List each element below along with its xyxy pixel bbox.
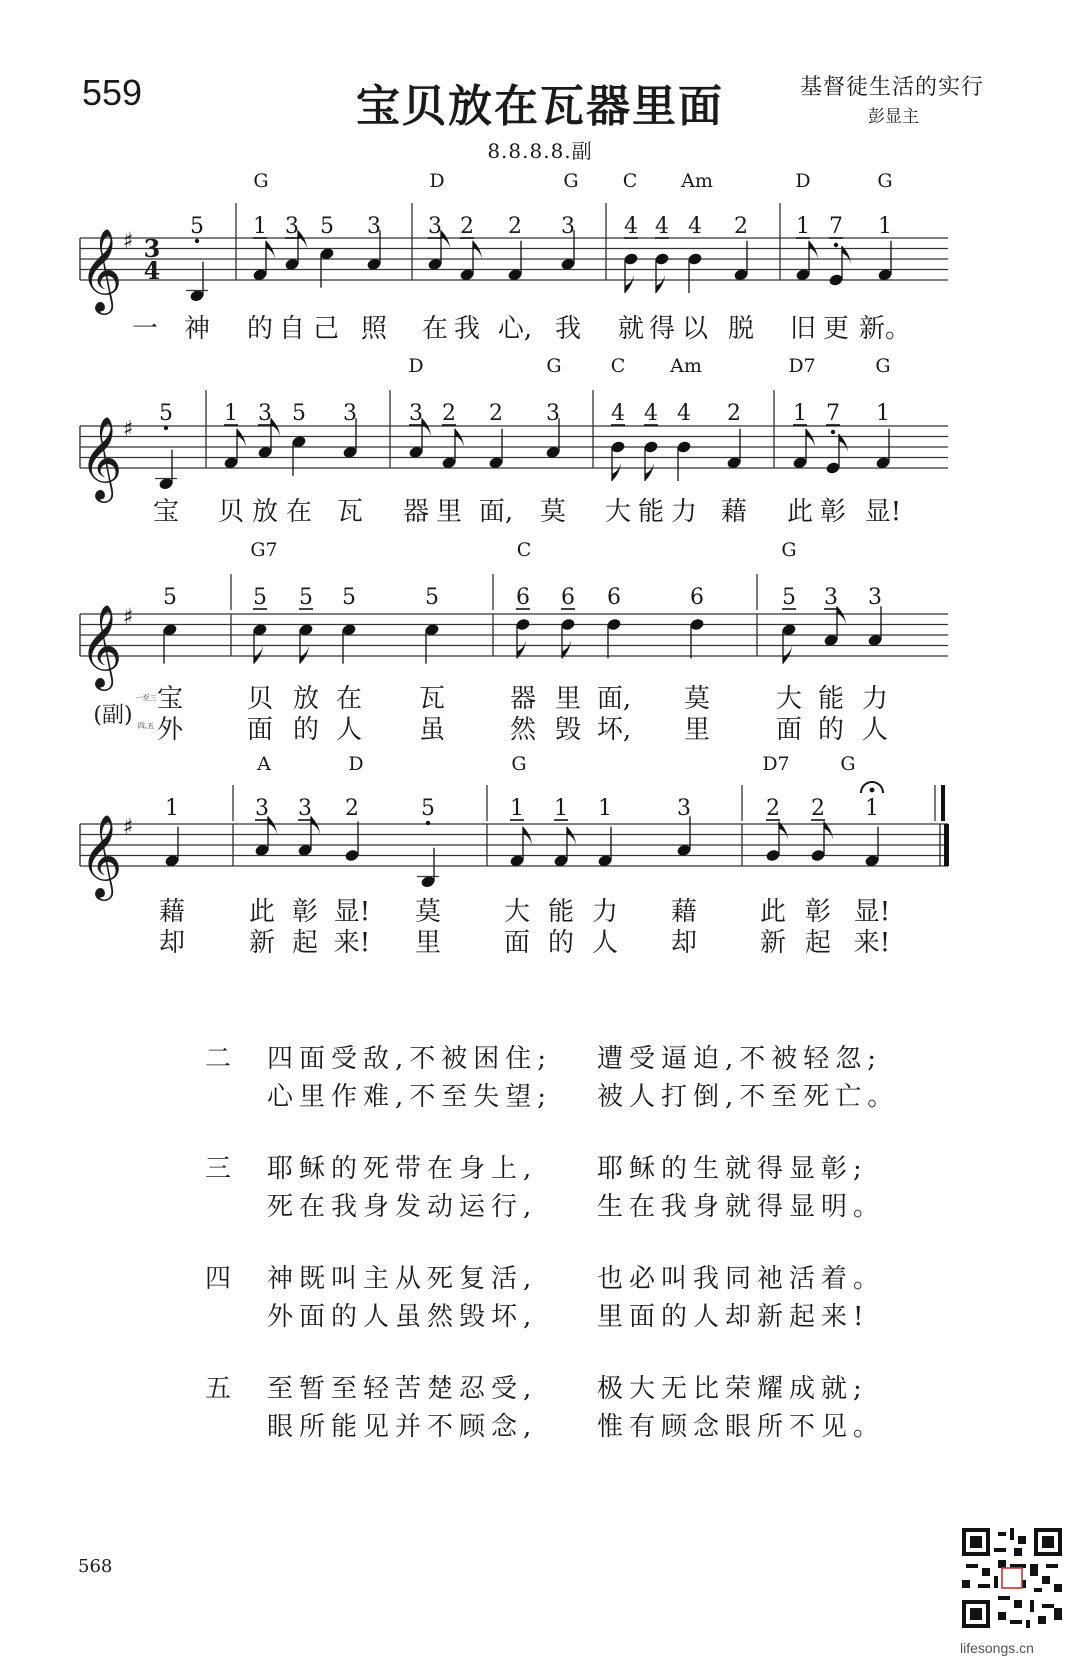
jianpu-number: 2	[442, 401, 456, 426]
treble-clef-icon: 𝄞	[79, 813, 123, 897]
note-flag	[298, 230, 307, 248]
lyric-syllable-second-line: 的	[292, 715, 320, 745]
jianpu-number: 3	[824, 585, 838, 610]
treble-clef-icon: 𝄞	[79, 415, 123, 499]
verse-half-line: 被人打倒,不至死亡。	[597, 1082, 900, 1112]
chord-symbol: G7	[250, 539, 278, 561]
site-label: lifesongs.cn	[960, 1640, 1034, 1656]
chord-symbol: D7	[762, 753, 790, 775]
lyric-syllable: 贝	[246, 684, 274, 714]
music-system	[80, 539, 948, 745]
jianpu-number: 5	[292, 401, 306, 426]
verse-half-line: 四面受敌,不被困住;	[267, 1044, 553, 1074]
lyric-syllable-second-line: 起	[291, 928, 319, 958]
chord-symbol: G	[511, 753, 527, 775]
verse-line	[205, 1150, 927, 1188]
lyric-syllable: 莫	[539, 497, 567, 527]
lyric-syllable: 我	[453, 314, 481, 344]
jianpu-octave-dot	[426, 821, 430, 825]
verse-half-line: 眼所能见并不顾念,	[267, 1412, 538, 1442]
lyric-syllable: 显!	[333, 897, 371, 927]
lyric-syllable: 莫	[683, 684, 711, 714]
verse-half-line: 里面的人却新起来!	[597, 1302, 870, 1332]
verse-line	[205, 1408, 927, 1446]
jianpu-number: 1	[598, 796, 612, 821]
verse-half-line: 至暂至轻苦楚忍受,	[267, 1374, 538, 1404]
lyric-syllable: 里	[435, 497, 463, 527]
lyric-syllable: 力	[670, 497, 698, 527]
verse-line	[205, 1078, 927, 1116]
chord-symbol: Am	[681, 170, 713, 192]
verse-stanza	[205, 1040, 927, 1116]
lyric-syllable: 旧	[789, 314, 817, 344]
verse-line	[205, 1370, 927, 1408]
jianpu-number: 6	[607, 585, 621, 610]
jianpu-number: 6	[690, 585, 704, 610]
verse-number: 二	[205, 1044, 238, 1074]
lyric-syllable: 以	[681, 314, 709, 344]
lyric-syllable: 瓦	[336, 497, 364, 527]
jianpu-number: 3	[298, 796, 312, 821]
jianpu-number: 5	[253, 585, 267, 610]
jianpu-number: 3	[258, 401, 272, 426]
verse-mark: 一至三	[135, 694, 157, 702]
verse-stanza	[205, 1260, 927, 1336]
lyric-syllable-second-line: 却	[158, 928, 186, 958]
jianpu-number: 1	[224, 401, 238, 426]
chord-symbol: G	[546, 355, 562, 377]
note-flag	[567, 827, 576, 845]
verse-half-line: 外面的人虽然毁坏,	[267, 1302, 538, 1332]
jianpu-number: 3	[677, 796, 691, 821]
lyric-syllable: 大	[775, 684, 803, 714]
lyric-syllable-second-line: 人	[335, 715, 363, 745]
lyric-syllable: 显!	[853, 897, 891, 927]
jianpu-number: 2	[734, 214, 748, 239]
jianpu-number: 2	[345, 796, 359, 821]
lyric-syllable-second-line: 毁	[554, 715, 582, 745]
chord-symbol: D	[408, 355, 424, 377]
jianpu-number: 4	[677, 401, 691, 426]
note-flag	[237, 429, 246, 447]
time-signature-top: 3	[143, 234, 161, 263]
chord-symbol: D	[795, 170, 811, 192]
jianpu-number: 3	[367, 214, 381, 239]
fermata-dot	[870, 788, 875, 793]
lyric-syllable-second-line: 新	[759, 928, 787, 958]
note-flag	[441, 230, 450, 248]
verse-number: 五	[205, 1374, 238, 1404]
note-flag	[806, 429, 815, 447]
jianpu-number: 3	[343, 401, 357, 426]
lyric-syllable: 就	[617, 314, 645, 344]
lyric-syllable: 瓦	[418, 684, 446, 714]
hymn-number: 559	[82, 72, 143, 113]
jianpu-octave-dot	[831, 430, 835, 434]
lyric-syllable: 能	[637, 497, 665, 527]
lyric-syllable-second-line: 却	[670, 928, 698, 958]
lyric-syllable-second-line: 外	[156, 715, 184, 745]
jianpu-number: 4	[688, 214, 702, 239]
lyric-syllable-second-line: 坏,	[596, 715, 632, 745]
jianpu-number: 1	[865, 796, 879, 821]
note-flag	[311, 816, 320, 834]
lyric-syllable: 器	[509, 684, 537, 714]
lyric-syllable-second-line: 起	[804, 928, 832, 958]
chord-symbol: C	[622, 170, 638, 192]
lyric-syllable: 宝	[152, 497, 180, 527]
sharp-icon: ♯	[122, 229, 134, 254]
lyric-syllable-second-line: 的	[547, 928, 575, 958]
chord-symbol: G	[840, 753, 856, 775]
jianpu-number: 2	[489, 401, 503, 426]
jianpu-number: 3	[409, 401, 423, 426]
jianpu-number: 6	[561, 585, 575, 610]
verse-stanza	[205, 1150, 927, 1226]
lyric-syllable: 此	[786, 497, 814, 527]
note-flag	[656, 275, 665, 293]
jianpu-number: 2	[727, 401, 741, 426]
lyric-syllable-second-line: 人	[861, 715, 889, 745]
verse-line	[205, 1260, 927, 1298]
chord-symbol: D	[348, 753, 364, 775]
chord-symbol: G	[563, 170, 579, 192]
verse-line	[205, 1188, 927, 1226]
jianpu-number: 1	[554, 796, 568, 821]
verse-mark: 四,五	[137, 722, 155, 730]
note-flag	[300, 646, 309, 664]
treble-clef-icon: 𝄞	[79, 603, 123, 687]
note-flag	[837, 606, 846, 624]
lyric-syllable: 大	[503, 897, 531, 927]
note-flag	[645, 463, 654, 481]
jianpu-number: 6	[516, 585, 530, 610]
jianpu-number: 5	[421, 796, 435, 821]
lyric-syllable: 此	[759, 897, 787, 927]
jianpu-octave-dot	[834, 243, 838, 247]
lyric-syllable-second-line: 来!	[853, 928, 891, 958]
lyric-syllable: 照	[360, 314, 388, 344]
treble-clef-icon: 𝄞	[79, 227, 123, 311]
jianpu-octave-dot	[195, 239, 199, 243]
jianpu-number: 5	[190, 214, 204, 239]
lyric-syllable: 里	[554, 684, 582, 714]
jianpu-number: 5	[425, 585, 439, 610]
jianpu-number: 1	[878, 214, 892, 239]
jianpu-number: 2	[766, 796, 780, 821]
jianpu-number: 3	[255, 796, 269, 821]
lyric-syllable-second-line: 虽	[418, 715, 446, 745]
lyric-syllable-second-line: 的	[817, 715, 845, 745]
verse-half-line: 心里作难,不至失望;	[267, 1082, 553, 1112]
jianpu-number: 1	[253, 214, 267, 239]
lyric-syllable: 宝	[156, 684, 184, 714]
time-signature-bottom: 4	[143, 256, 161, 285]
verse-stanza	[205, 1370, 927, 1446]
verse-number: 三	[205, 1154, 238, 1184]
verse-line	[205, 1298, 927, 1336]
lyric-syllable: 贝	[217, 497, 245, 527]
chord-symbol: Am	[670, 355, 702, 377]
jianpu-number: 5	[159, 401, 173, 426]
chord-symbol: A	[257, 753, 271, 775]
lyric-syllable-second-line: 面	[775, 715, 803, 745]
note-flag	[612, 463, 621, 481]
chord-symbol: C	[610, 355, 626, 377]
jianpu-number: 1	[876, 401, 890, 426]
chord-symbol: G	[253, 170, 269, 192]
jianpu-number: 1	[510, 796, 524, 821]
jianpu-octave-dot	[164, 426, 168, 430]
lyric-syllable: 在	[421, 314, 449, 344]
jianpu-number: 5	[782, 585, 796, 610]
note-flag	[625, 275, 634, 293]
verse-half-line: 耶稣的生就得显彰;	[597, 1154, 868, 1184]
music-system	[80, 355, 948, 527]
sharp-icon: ♯	[122, 815, 134, 840]
lyric-syllable: 彰	[819, 497, 847, 527]
refrain-label: (副)	[93, 703, 133, 728]
lyric-syllable: 此	[248, 897, 276, 927]
lyric-syllable-second-line: 然	[509, 715, 537, 745]
lyric-syllable: 一	[131, 314, 159, 344]
jianpu-number: 1	[796, 214, 810, 239]
final-barline-thick	[944, 824, 949, 866]
verse-half-line: 极大无比荣耀成就;	[597, 1374, 868, 1404]
lyric-syllable: 面,	[478, 497, 514, 527]
hymn-meter: 8.8.8.8.副	[487, 139, 593, 163]
lyric-syllable: 彰	[291, 897, 319, 927]
jianpu-number: 5	[299, 585, 313, 610]
lyric-syllable: 器	[402, 497, 430, 527]
chord-symbol: G	[877, 170, 893, 192]
qr-code-icon	[962, 1528, 1062, 1628]
note-flag	[266, 241, 275, 259]
lyric-syllable: 新。	[858, 314, 912, 344]
jianpu-number: 7	[826, 401, 840, 426]
note-flag	[473, 241, 482, 259]
chord-symbol: D7	[788, 355, 816, 377]
verse-half-line: 死在我身发动运行,	[267, 1192, 538, 1222]
lyric-syllable: 显!	[864, 497, 902, 527]
lyric-syllable: 自	[278, 314, 306, 344]
lyric-syllable: 我	[554, 314, 582, 344]
jianpu-number: 2	[460, 214, 474, 239]
jianpu-number: 2	[508, 214, 522, 239]
jianpu-number: 3	[546, 401, 560, 426]
lyric-syllable-second-line: 新	[248, 928, 276, 958]
jianpu-number: 7	[829, 214, 843, 239]
note-flag	[422, 418, 431, 436]
verse-half-line: 神既叫主从死复活,	[267, 1264, 538, 1294]
hymn-title: 宝贝放在瓦器里面	[356, 81, 724, 132]
lyric-syllable: 放	[251, 497, 279, 527]
lyric-syllable: 放	[292, 684, 320, 714]
note-flag	[523, 827, 532, 845]
verse-half-line: 惟有顾念眼所不见。	[597, 1412, 886, 1442]
lyric-syllable: 彰	[804, 897, 832, 927]
lyric-syllable: 能	[547, 897, 575, 927]
jianpu-number: 5	[163, 585, 177, 610]
jianpu-number: 3	[561, 214, 575, 239]
lyric-syllable: 在	[335, 684, 363, 714]
jianpu-number: 4	[655, 214, 669, 239]
lyric-syllable: 的	[246, 314, 274, 344]
numbered-final-barline	[941, 785, 945, 821]
lyric-syllable-second-line: 里	[683, 715, 711, 745]
note-flag	[809, 241, 818, 259]
lyric-syllable: 力	[591, 897, 619, 927]
jianpu-number: 3	[868, 585, 882, 610]
lyric-syllable: 莫	[414, 897, 442, 927]
note-flag	[271, 418, 280, 436]
lyric-syllable-second-line: 面	[503, 928, 531, 958]
lyric-syllable: 心,	[497, 314, 533, 344]
lyric-syllable: 力	[861, 684, 889, 714]
music-system	[80, 753, 949, 958]
jianpu-number: 4	[644, 401, 658, 426]
lyric-syllable: 藉	[158, 897, 186, 927]
chord-symbol: G	[875, 355, 891, 377]
lyric-syllable-second-line: 人	[591, 928, 619, 958]
lyric-syllable-second-line: 里	[414, 928, 442, 958]
lyric-syllable: 脱	[727, 314, 755, 344]
lyric-syllable: 得	[648, 314, 676, 344]
jianpu-number: 3	[285, 214, 299, 239]
chord-symbol: C	[516, 539, 532, 561]
lyric-syllable: 己	[312, 314, 340, 344]
jianpu-number: 5	[342, 585, 356, 610]
music-system	[80, 170, 948, 344]
lyric-syllable: 藉	[670, 897, 698, 927]
jianpu-number: 4	[624, 214, 638, 239]
jianpu-number: 1	[793, 401, 807, 426]
lyric-syllable: 能	[817, 684, 845, 714]
sharp-icon: ♯	[122, 417, 134, 442]
note-flag	[268, 816, 277, 834]
hymn-category: 基督徒生活的实行	[800, 75, 985, 100]
jianpu-number: 4	[611, 401, 625, 426]
jianpu-number: 1	[165, 796, 179, 821]
hymn-author: 彭显主	[868, 107, 919, 127]
chord-symbol: G	[781, 539, 797, 561]
page-number: 568	[78, 1556, 113, 1577]
note-flag	[254, 646, 263, 664]
note-flag	[455, 429, 464, 447]
jianpu-number: 5	[320, 214, 334, 239]
verse-half-line: 耶稣的死带在身上,	[267, 1154, 538, 1184]
lyric-syllable: 神	[183, 314, 211, 344]
lyric-syllable: 大	[604, 497, 632, 527]
lyric-syllable: 面,	[596, 684, 632, 714]
lyric-syllable-second-line: 面	[246, 715, 274, 745]
chord-symbol: D	[429, 170, 445, 192]
lyric-syllable: 更	[822, 314, 850, 344]
lyric-syllable: 藉	[720, 497, 748, 527]
lyric-syllable-second-line: 来!	[333, 928, 371, 958]
verse-half-line: 也必叫我同祂活着。	[597, 1264, 886, 1294]
note-flag	[783, 646, 792, 664]
verse-number: 四	[205, 1264, 238, 1294]
jianpu-number: 3	[428, 214, 442, 239]
jianpu-number: 2	[811, 796, 825, 821]
verse-line	[205, 1040, 927, 1078]
verse-half-line: 生在我身就得显明。	[597, 1192, 886, 1222]
lyric-syllable: 在	[285, 497, 313, 527]
verse-half-line: 遭受逼迫,不被轻忽;	[597, 1044, 883, 1074]
sharp-icon: ♯	[122, 605, 134, 630]
